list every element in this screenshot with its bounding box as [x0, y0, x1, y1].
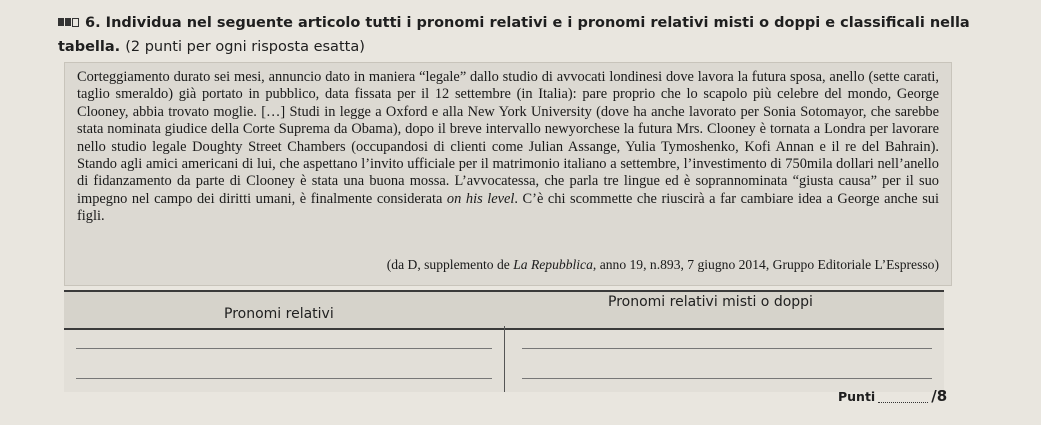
classification-table: [64, 290, 944, 392]
points-label: Punti: [838, 389, 876, 404]
difficulty-boxes-icon: [58, 10, 80, 34]
column-divider: [504, 326, 505, 392]
table-header-row: [64, 290, 944, 330]
header-mixed-pronouns: Pronomi relativi misti o doppi: [608, 294, 813, 310]
exercise-heading: [58, 10, 1018, 59]
answer-line-relative-2[interactable]: [76, 378, 492, 379]
source-prefix: (da D, supplemento de: [386, 257, 514, 272]
exercise-score-note: (2 punti per ogni risposta esatta): [125, 39, 365, 55]
article-source: [65, 257, 939, 273]
exercise-instructions: Individua nel seguente articolo tutti i pronomi relativi e i pronomi relativi misti o doppi e classificali nella tabella.: [58, 15, 970, 55]
article-text-part2: . C’è chi scommette che riuscirà a far cambiare idea a George anche sui figli.: [77, 190, 939, 225]
answer-line-relative-1[interactable]: [76, 348, 492, 349]
article-excerpt: [64, 62, 952, 286]
article-text: [77, 69, 939, 226]
header-relative-pronouns: Pronomi relativi: [224, 306, 334, 322]
article-text-italic: on his level: [446, 190, 515, 207]
exercise-number: 6.: [85, 15, 101, 31]
answer-line-mixed-1[interactable]: [522, 348, 932, 349]
points-box: [838, 387, 947, 405]
points-total: /8: [931, 387, 948, 405]
article-text-part1: Corteggiamento durato sei mesi, annuncio dato in maniera “legale” dallo studio di avvocati londinesi dove lavora la futura sposa, anello (sette carati, taglio smeraldo) già portato in pubblico, data fissata per il 12 settembre (in Italia): pare proprio che lo scapolo più celebre del mondo, George Clooney, abbia trovato moglie. […] Studi in legge a Oxford e alla New York University (dove ha anche lavorato per Sonia Sotomayor, che sarebbe stata nominata giudice della Corte Suprema da Obama), dopo il breve intervallo newyorchese la futura Mrs. Clooney è tornata a Londra per lavorare nello studio legale Doughty Street Chambers (occupandosi di clienti come Julian Assange, Yulia Tymoshenko, Kofi Annan e il re del Bahrain). Stando agli amici americani di lui, che aspettano l’invito ufficiale per il matrimonio italiano a settembre, l’investimento di 750mila dollari nell’anello di fidanzamento da parte di Clooney è stata una buona mossa. L’avvocatessa, che parla tre lingue ed è soprannominata “giusta causa” per il suo impegno nel campo dei diritti umani, è finalmente considerata: [77, 69, 939, 207]
source-publication: La Repubblica: [513, 257, 593, 272]
answer-line-mixed-2[interactable]: [522, 378, 932, 379]
source-suffix: , anno 19, n.893, 7 giugno 2014, Gruppo Editoriale L’Espresso): [592, 257, 939, 272]
points-blank[interactable]: [878, 402, 928, 403]
